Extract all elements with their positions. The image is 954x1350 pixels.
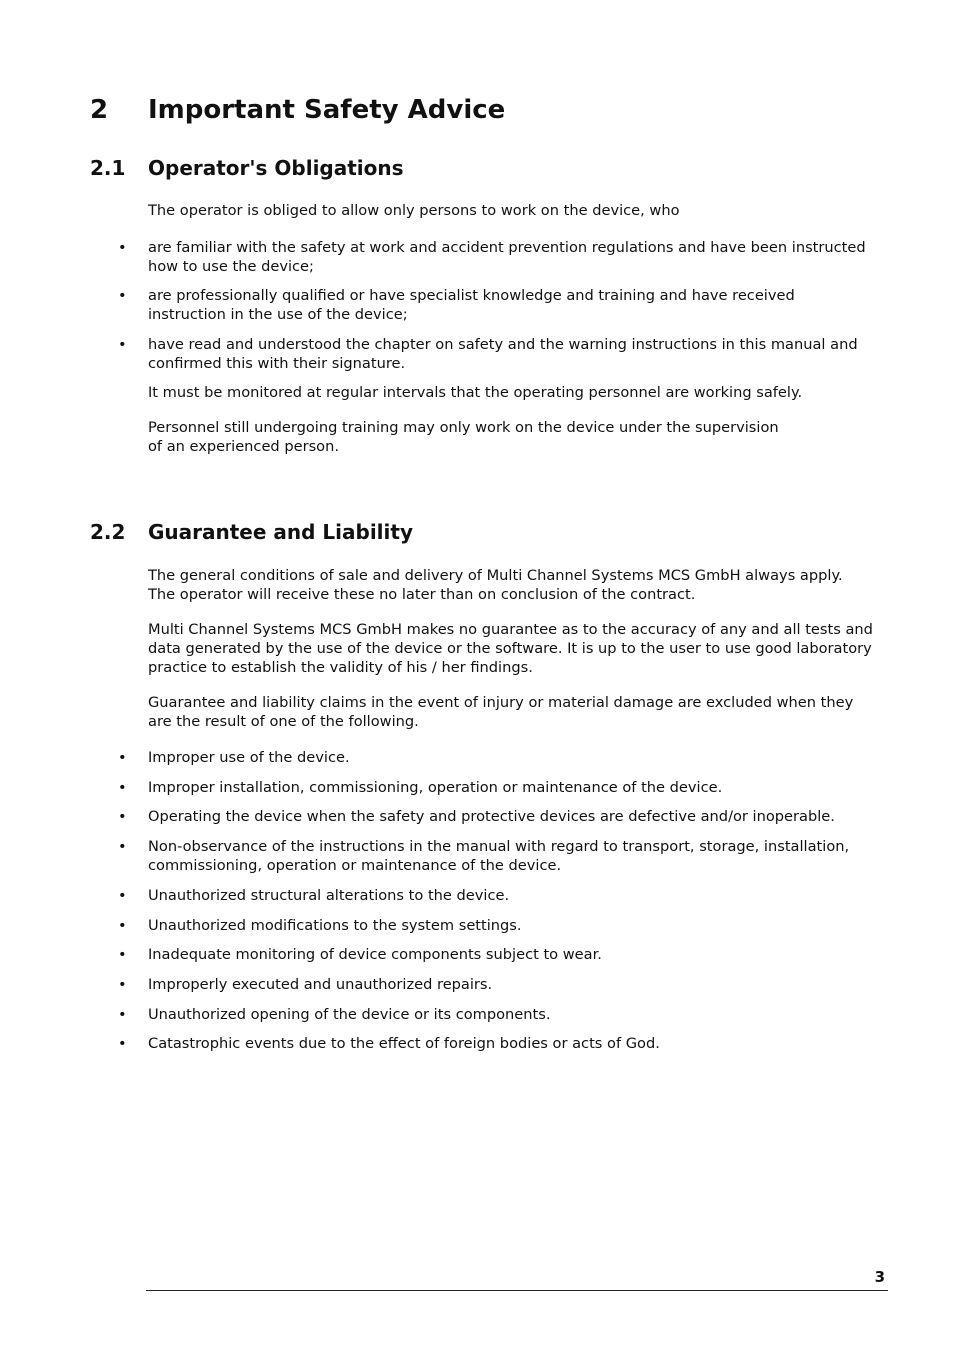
- list-item: have read and understood the chapter on safety and the warning instructions in this manual and confirmed this with their signature.: [148, 336, 858, 372]
- section-title: Operator's Obligations: [148, 156, 404, 180]
- list-item: Improperly executed and unauthorized repairs.: [148, 976, 493, 993]
- bullet-marker: •: [118, 1006, 127, 1023]
- bullet-marker: •: [118, 946, 127, 963]
- list-item: Unauthorized opening of the device or its components.: [148, 1006, 551, 1023]
- page-number: 3: [874, 1268, 885, 1286]
- section-number: 2.1: [90, 156, 126, 180]
- list-item: are familiar with the safety at work and accident prevention regulations and have been instructed how to use the device;: [148, 239, 866, 275]
- bullet-marker: •: [118, 976, 127, 993]
- section-number: 2.2: [90, 520, 126, 544]
- chapter-title: Important Safety Advice: [148, 95, 506, 125]
- list-item: Non-observance of the instructions in the manual with regard to transport, storage, installation, commissioning, operation or maintenance of the device.: [148, 838, 850, 874]
- paragraph: The general conditions of sale and delivery of Multi Channel Systems MCS GmbH always apply. The operator will receive these no later than on conclusion of the contract.: [148, 567, 843, 603]
- list-item: are professionally qualified or have specialist knowledge and training and have received instruction in the use of the device;: [148, 287, 795, 323]
- bullet-marker: •: [118, 808, 127, 825]
- paragraph: Multi Channel Systems MCS GmbH makes no guarantee as to the accuracy of any and all tests and data generated by the use of the device or the software. It is up to the user to use good laboratory practice to establish the validity of his / her findings.: [148, 621, 873, 676]
- bullet-marker: •: [118, 779, 127, 796]
- bullet-marker: •: [118, 336, 127, 353]
- bullet-marker: •: [118, 917, 127, 934]
- list-item: Catastrophic events due to the effect of foreign bodies or acts of God.: [148, 1035, 660, 1052]
- bullet-marker: •: [118, 749, 127, 766]
- list-item: Improper use of the device.: [148, 749, 350, 766]
- paragraph-line: Personnel still undergoing training may only work on the device under the supervision: [148, 419, 779, 436]
- bullet-marker: •: [118, 838, 127, 855]
- bullet-marker: •: [118, 1035, 127, 1052]
- list-item: Inadequate monitoring of device components subject to wear.: [148, 946, 602, 963]
- bullet-marker: •: [118, 239, 127, 256]
- chapter-number: 2: [90, 95, 109, 125]
- list-item: Unauthorized modifications to the system settings.: [148, 917, 522, 934]
- section-title: Guarantee and Liability: [148, 520, 413, 544]
- bullet-marker: •: [118, 887, 127, 904]
- list-item: Unauthorized structural alterations to the device.: [148, 887, 510, 904]
- footer-rule: [146, 1290, 888, 1291]
- paragraph: The operator is obliged to allow only persons to work on the device, who: [148, 202, 680, 219]
- bullet-marker: •: [118, 287, 127, 304]
- paragraph-line: of an experienced person.: [148, 438, 339, 455]
- list-item: Operating the device when the safety and protective devices are defective and/or inoperable.: [148, 808, 835, 825]
- paragraph: Guarantee and liability claims in the event of injury or material damage are excluded when they are the result of one of the following.: [148, 694, 854, 730]
- paragraph: It must be monitored at regular intervals that the operating personnel are working safely.: [148, 384, 803, 401]
- list-item: Improper installation, commissioning, operation or maintenance of the device.: [148, 779, 723, 796]
